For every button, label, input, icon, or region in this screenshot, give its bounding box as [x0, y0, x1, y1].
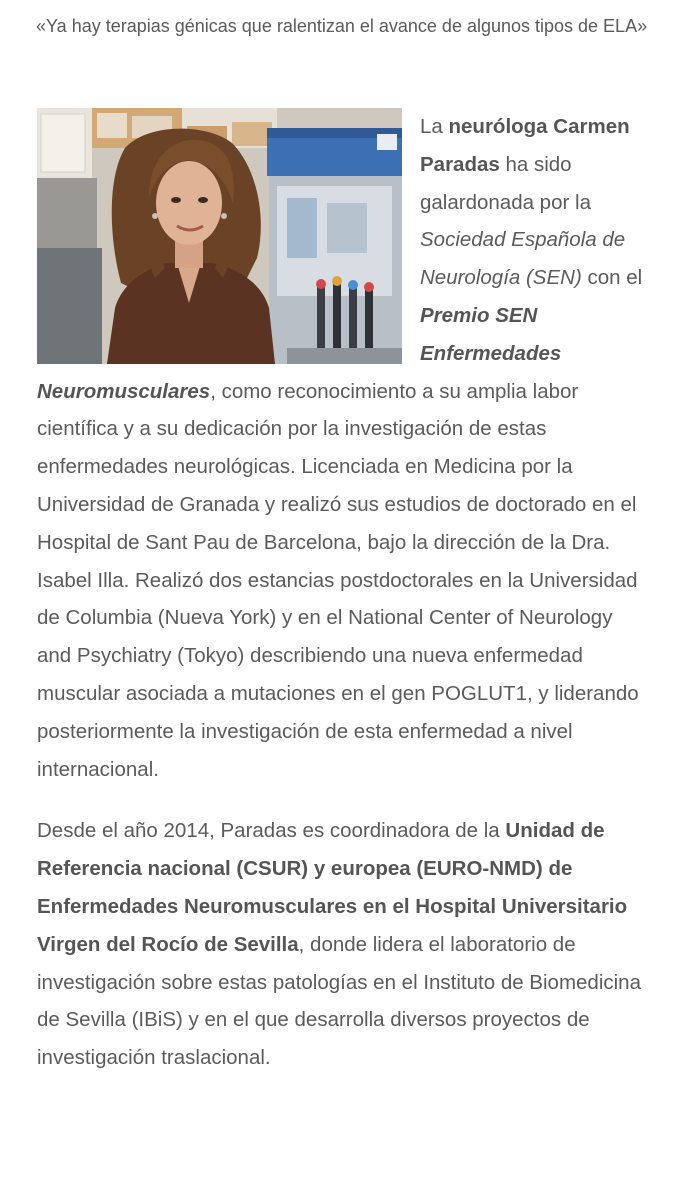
paragraph-role-text-2: , donde lidera el laboratorio de investigación sobre estas patologías en el Instituto de Biomedicina de Sevilla (IBiS) y en el que desarrolla diversos proyectos de investigación traslacional. — [37, 932, 641, 1070]
paragraph-bio-text-2: ha sido galardonada por la — [420, 152, 591, 214]
paragraph-bio-society: Sociedad Española de Neurología (SEN) — [420, 228, 626, 290]
paragraph-bio-text-3: con el — [581, 266, 643, 290]
paragraph-bio-text-1: La — [420, 115, 449, 138]
portrait-photo — [37, 108, 402, 364]
lead-quote: «Ya hay terapias génicas que ralentizan el avance de algunos tipos de ELA» — [36, 16, 648, 36]
paragraph-role-text-1: Desde el año 2014, Paradas es coordinadora de la — [37, 819, 506, 843]
paragraph-role — [37, 812, 643, 1077]
paragraph-bio-award: Premio SEN Enfermedades Neuromusculares — [37, 303, 562, 403]
portrait-photo-image — [37, 108, 402, 364]
article-body — [37, 108, 643, 1077]
paragraph-bio-text-4: , como reconocimiento a su amplia labor científica y a su dedicación por la investigación de estas enfermedades neurológicas. Licenciada en Medicina por la Universidad de Granada y realizó sus estudios de doctorado en el Hospital de Sant Pau de Barcelona, bajo la dirección de la Dra. Isabel Illa. Realizó dos estancias postdoctorales en la Universidad de Columbia (Nueva York) y en el National Center of Neurology and Psychiatry (Tokyo) describiendo una nueva enfermedad muscular asociada a mutaciones en el gen POGLUT1, y liderando posteriormente la investigación de esta enfermedad a nivel internacional. — [37, 379, 639, 781]
paragraph-role-unit: Unidad de Referencia nacional (CSUR) y europea (EURO-NMD) de Enfermedades Neuromusculares en el Hospital Universitario Virgen del Rocío de Sevilla — [37, 819, 628, 956]
paragraph-bio-name: neuróloga Carmen Paradas — [420, 115, 630, 176]
